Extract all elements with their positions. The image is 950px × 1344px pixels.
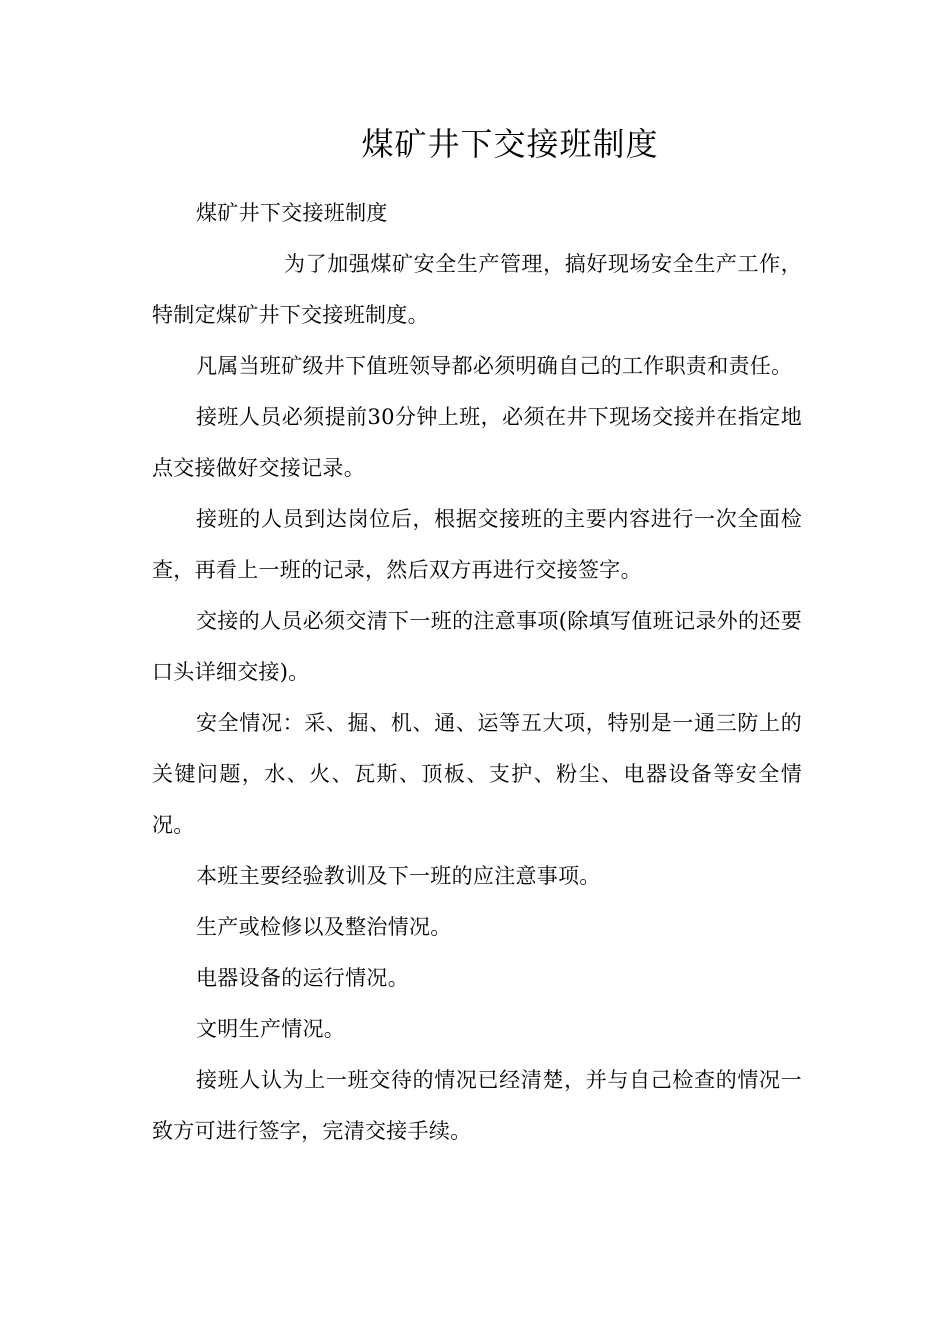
paragraph-duty-leaders: 凡属当班矿级井下值班领导都必须明确自己的工作职责和责任。 xyxy=(196,354,793,378)
paragraph-handover-notes: 交接的人员必须交清下一班的注意事项(除填写值班记录外的还要口头详细交接)。 xyxy=(152,609,802,684)
paragraph-subtitle: 煤矿井下交接班制度 xyxy=(196,201,388,225)
paragraph-civilized: 文明生产情况。 xyxy=(196,1017,346,1041)
paragraph-production: 生产或检修以及整治情况。 xyxy=(196,915,452,939)
document-body xyxy=(152,188,802,1157)
paragraph-arrival-time: 接班人员必须提前30分钟上班，必须在井下现场交接并在指定地点交接做好交接记录。 xyxy=(152,405,802,480)
paragraph-inspection: 接班的人员到达岗位后，根据交接班的主要内容进行一次全面检查，再看上一班的记录，然后双方再进行交接签字。 xyxy=(152,507,802,582)
paragraph-equipment: 电器设备的运行情况。 xyxy=(196,966,409,990)
paragraph-safety: 安全情况：采、掘、机、通、运等五大项，特别是一通三防上的关键问题，水、火、瓦斯、顶板、支护、粉尘、电器设备等安全情况。 xyxy=(152,711,802,837)
paragraph-lessons: 本班主要经验教训及下一班的应注意事项。 xyxy=(196,864,601,888)
paragraph-purpose: 为了加强煤矿安全生产管理，搞好现场安全生产工作，特制定煤矿井下交接班制度。 xyxy=(152,252,802,327)
document-title: 煤矿井下交接班制度 xyxy=(361,125,659,163)
paragraph-signoff: 接班人认为上一班交待的情况已经清楚，并与自己检查的情况一致方可进行签字，完清交接手续。 xyxy=(152,1068,802,1143)
